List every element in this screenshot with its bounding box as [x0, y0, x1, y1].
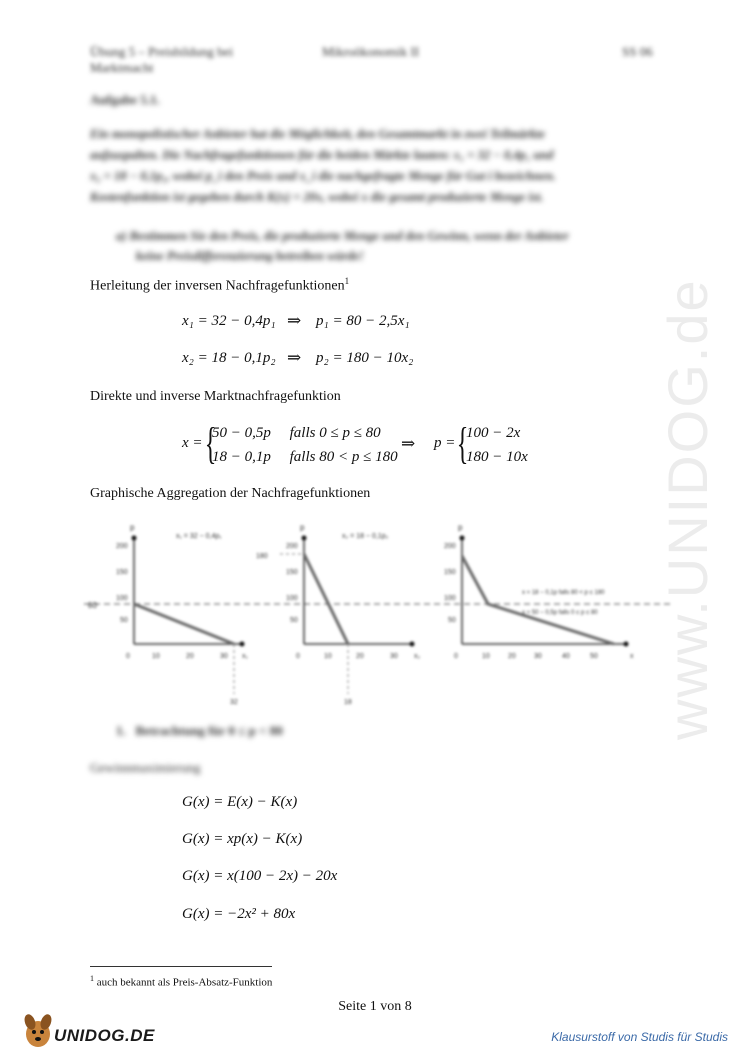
footnote-divider: [90, 966, 272, 967]
x-tick-1-0: 0: [126, 653, 130, 660]
eq-inverse-2-lhs: x₂ = 18 − 0,1p₂: [182, 350, 276, 366]
demand-aggregation-graphs: [84, 516, 674, 712]
brace-left-1: {: [204, 419, 217, 468]
eq-profit-3: G(x) = x(100 − 2x) − 20x: [182, 868, 338, 884]
header-left-line2: Marktmacht: [90, 60, 154, 75]
task-title: Aufgabe 5.1.: [90, 92, 160, 107]
header-center: Mikroökonomik II: [322, 44, 420, 59]
x-tick-2-30: 30: [390, 653, 398, 660]
x-axis-label-1: x₁: [242, 653, 248, 660]
y-tick-2-50: 50: [290, 617, 298, 624]
x-tick-1-10: 10: [152, 653, 160, 660]
section-inverse-title: [90, 276, 349, 295]
eq-inverse-2-rhs: p₂ = 180 − 10x₂: [316, 350, 414, 366]
x-tick-3-0: 0: [454, 653, 458, 660]
arrow-2: ⇒: [287, 348, 302, 367]
x-tick-2-0: 0: [296, 653, 300, 660]
p-axis-label-2: p: [300, 523, 305, 532]
y-tick-1-50: 50: [120, 617, 128, 624]
y-tick-2-200: 200: [286, 543, 298, 550]
curve-label-2: x₂ = 18 − 0,1p₂: [342, 533, 389, 540]
demand-curve-aggregate: [462, 556, 614, 644]
task-intro-line3: x₂ = 18 − 0,1p₂, wobei p_i den Preis und x_i die nachgefragte Menge für Gut i bezeichnen.: [90, 169, 556, 183]
axis-end-3: [624, 642, 629, 647]
y-tick-1-150: 150: [116, 569, 128, 576]
task-intro-line2: aufzuspalten. Die Nachfragefunktionen für die beiden Märkte lauten: x₁ = 32 − 0,4p₁ und: [90, 148, 554, 162]
p-axis-label-3: p: [458, 523, 463, 532]
eq-market-x-label: x =: [182, 435, 203, 451]
footnote-text: auch bekannt als Preis-Absatz-Funktion: [96, 976, 273, 989]
eq-inverse-1-lhs: x₁ = 32 − 0,4p₁: [182, 313, 276, 329]
task-intro-line4: Kostenfunktion ist gegeben durch K(x) = 20x, wobei x die gesamt produzierte Menge ist.: [90, 190, 544, 204]
eq-market-p-case2: 180 − 10x: [466, 449, 528, 465]
task-part-a-line1: a) Bestimmen Sie den Preis, die produzierte Menge und den Gewinn, wenn der Anbieter: [116, 229, 569, 243]
graph-market-1: [116, 523, 249, 706]
y-tick-3-150: 150: [444, 569, 456, 576]
curve-label-3-upper: x = 18 − 0,1p falls 80 < p ≤ 180: [522, 590, 605, 596]
x-tick-3-50: 50: [590, 653, 598, 660]
y-tick-3-50: 50: [448, 617, 456, 624]
x-tick-1-30: 30: [220, 653, 228, 660]
section-graph-title: Graphische Aggregation der Nachfragefunktionen: [90, 486, 371, 501]
brace-left-2: {: [456, 419, 469, 468]
eq-profit-4: G(x) = −2x² + 80x: [182, 906, 296, 922]
y-tick-2-100: 100: [286, 595, 298, 602]
axis-end-2: [410, 642, 415, 647]
below-label-2: 18: [344, 699, 352, 706]
axis-arrow-1: [132, 536, 137, 541]
footnote-mark: 1: [90, 974, 94, 983]
header-right: SS 06: [622, 44, 653, 59]
footnote: [90, 974, 272, 989]
task-intro: [90, 124, 650, 208]
x-tick-2-10: 10: [324, 653, 332, 660]
header-left-line1: Übung 5 – Preisbildung bei: [90, 44, 233, 59]
y-tick-1-200: 200: [116, 543, 128, 550]
section-inverse-title-text: Herleitung der inversen Nachfragefunktionen: [90, 278, 345, 294]
x-tick-3-40: 40: [562, 653, 570, 660]
y-tick-2-150: 150: [286, 569, 298, 576]
graph-market-2: [256, 523, 421, 706]
x-axis-label-2: x₂: [414, 653, 421, 660]
profit-max-title: Gewinnmaximierung: [90, 760, 201, 775]
x-tick-3-30: 30: [534, 653, 542, 660]
x-tick-3-20: 20: [508, 653, 516, 660]
logo-text: UNIDOG.DE: [54, 1026, 155, 1045]
curve-label-3-lower: x = 50 − 0,5p falls 0 ≤ p ≤ 80: [522, 610, 598, 616]
arrow-1: ⇒: [287, 311, 302, 330]
x-tick-3-10: 10: [482, 653, 490, 660]
eq-market-p-case1: 100 − 2x: [466, 425, 521, 441]
graph-market-aggregate: [444, 523, 634, 660]
y-tick-1-100: 100: [116, 595, 128, 602]
below-label-1: 32: [230, 699, 238, 706]
footnote-ref: 1: [344, 276, 350, 286]
p-axis-label-1: p: [130, 523, 135, 532]
watermark-text: www.UNIDOG.de: [656, 278, 719, 740]
eq-inverse-1-rhs: p₁ = 80 − 2,5x₁: [316, 313, 410, 329]
tagline: Klausurstoff von Studis für Studis: [551, 1030, 728, 1044]
y-tick-3-100: 100: [444, 595, 456, 602]
task-part-a-line2: keine Preisdifferenzierung betreiben würde!: [136, 249, 364, 263]
eq-profit-2: G(x) = xp(x) − K(x): [182, 831, 303, 847]
case-1-title: 1. Betrachtung für 0 ≤ p < 80: [116, 723, 283, 738]
x-tick-2-20: 20: [356, 653, 364, 660]
x-axis-label-3: x: [630, 653, 634, 660]
task-part-a: [116, 226, 656, 266]
task-intro-line1: Ein monopolistischer Anbieter hat die Möglichkeit, den Gesamtmarkt in zwei Teilmärkte: [90, 127, 546, 141]
demand-curve-2: [304, 554, 348, 644]
x-tick-1-20: 20: [186, 653, 194, 660]
header-left: [90, 44, 233, 76]
section-market-title: Direkte und inverse Marktnachfragefunktion: [90, 389, 341, 404]
curve-label-1: x₁ = 32 − 0,4p₁: [176, 533, 222, 540]
left-label-2: 180: [256, 553, 268, 560]
axis-arrow-2: [302, 536, 307, 541]
eq-market-p-label: p =: [434, 435, 456, 451]
y-tick-3-200: 200: [444, 543, 456, 550]
page-number: Seite 1 von 8: [338, 999, 412, 1014]
dog-logo-icon: [20, 1012, 56, 1052]
arrow-3: ⇒: [401, 434, 416, 453]
axis-arrow-3: [460, 536, 465, 541]
demand-curve-1: [134, 604, 234, 644]
eq-profit-1: G(x) = E(x) − K(x): [182, 794, 298, 810]
axis-end-1: [240, 642, 245, 647]
eq-market-x-case1: 50 − 0,5p falls 0 ≤ p ≤ 80: [212, 425, 381, 441]
eq-market-x-case2: 18 − 0,1p falls 80 < p ≤ 180: [212, 449, 398, 465]
dashed-label: 80: [88, 601, 97, 610]
